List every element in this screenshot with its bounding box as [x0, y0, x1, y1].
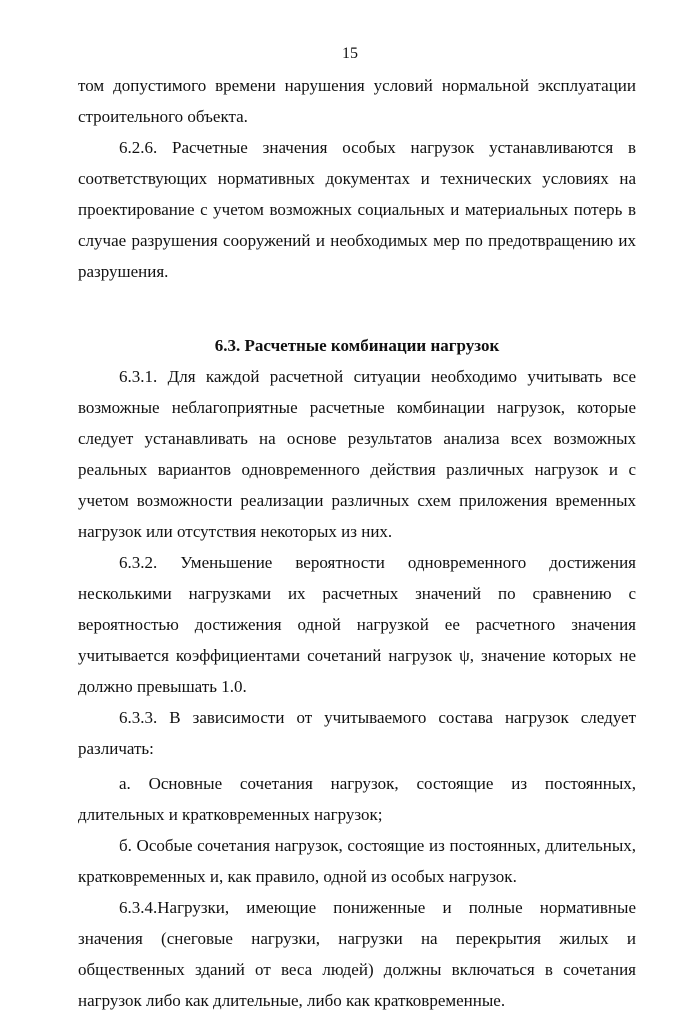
page-number: 15: [342, 45, 358, 62]
paragraph-6-3-1: 6.3.1. Для каждой расчетной ситуации необходимо учитывать все возможные неблагоприятные расчетные комбинации нагрузок, которые следует устанавливать на основе результатов анализа всех возможных реальных вариантов одновременного действия различных нагрузок и с учетом возможности реализации различных схем приложения временных нагрузок или отсутствия некоторых из них.: [78, 367, 636, 541]
section-heading-6-3: 6.3. Расчетные комбинации нагрузок: [214, 336, 500, 355]
paragraph-6-2-6: 6.2.6. Расчетные значения особых нагрузок устанавливаются в соответствующих нормативных документах и технических условиях на проектирование с учетом возможных социальных и материальных потерь в случае разрушения сооружений и необходимых мер по предотвращению их разрушения.: [78, 138, 636, 281]
paragraph-6-3-2: 6.3.2. Уменьшение вероятности одновременного достижения несколькими нагрузками их расчетных значений по сравнению с вероятностью достижения одной нагрузкой ее расчетного значения учитывается коэффициентами сочетаний нагрузок ψ, значение которых не должно превышать 1.0.: [78, 553, 636, 696]
document-body: [78, 70, 636, 1016]
list-item-b: б. Особые сочетания нагрузок, состоящие из постоянных, длительных, кратковременных и, как правило, одной из особых нагрузок.: [78, 836, 636, 886]
paragraph-6-3-3: 6.3.3. В зависимости от учитываемого состава нагрузок следует различать:: [78, 708, 636, 758]
paragraph-6-3-4: 6.3.4.Нагрузки, имеющие пониженные и полные нормативные значения (снеговые нагрузки, нагрузки на перекрытия жилых и общественных зданий от веса людей) должны включаться в сочетания нагрузок либо как длительные, либо как кратковременные.: [78, 898, 636, 1010]
list-item-a: а. Основные сочетания нагрузок, состоящие из постоянных, длительных и кратковременных нагрузок;: [78, 774, 636, 824]
section-spacer: [78, 287, 636, 330]
paragraph-continuation: том допустимого времени нарушения условий нормальной эксплуатации строительного объекта.: [78, 76, 636, 126]
